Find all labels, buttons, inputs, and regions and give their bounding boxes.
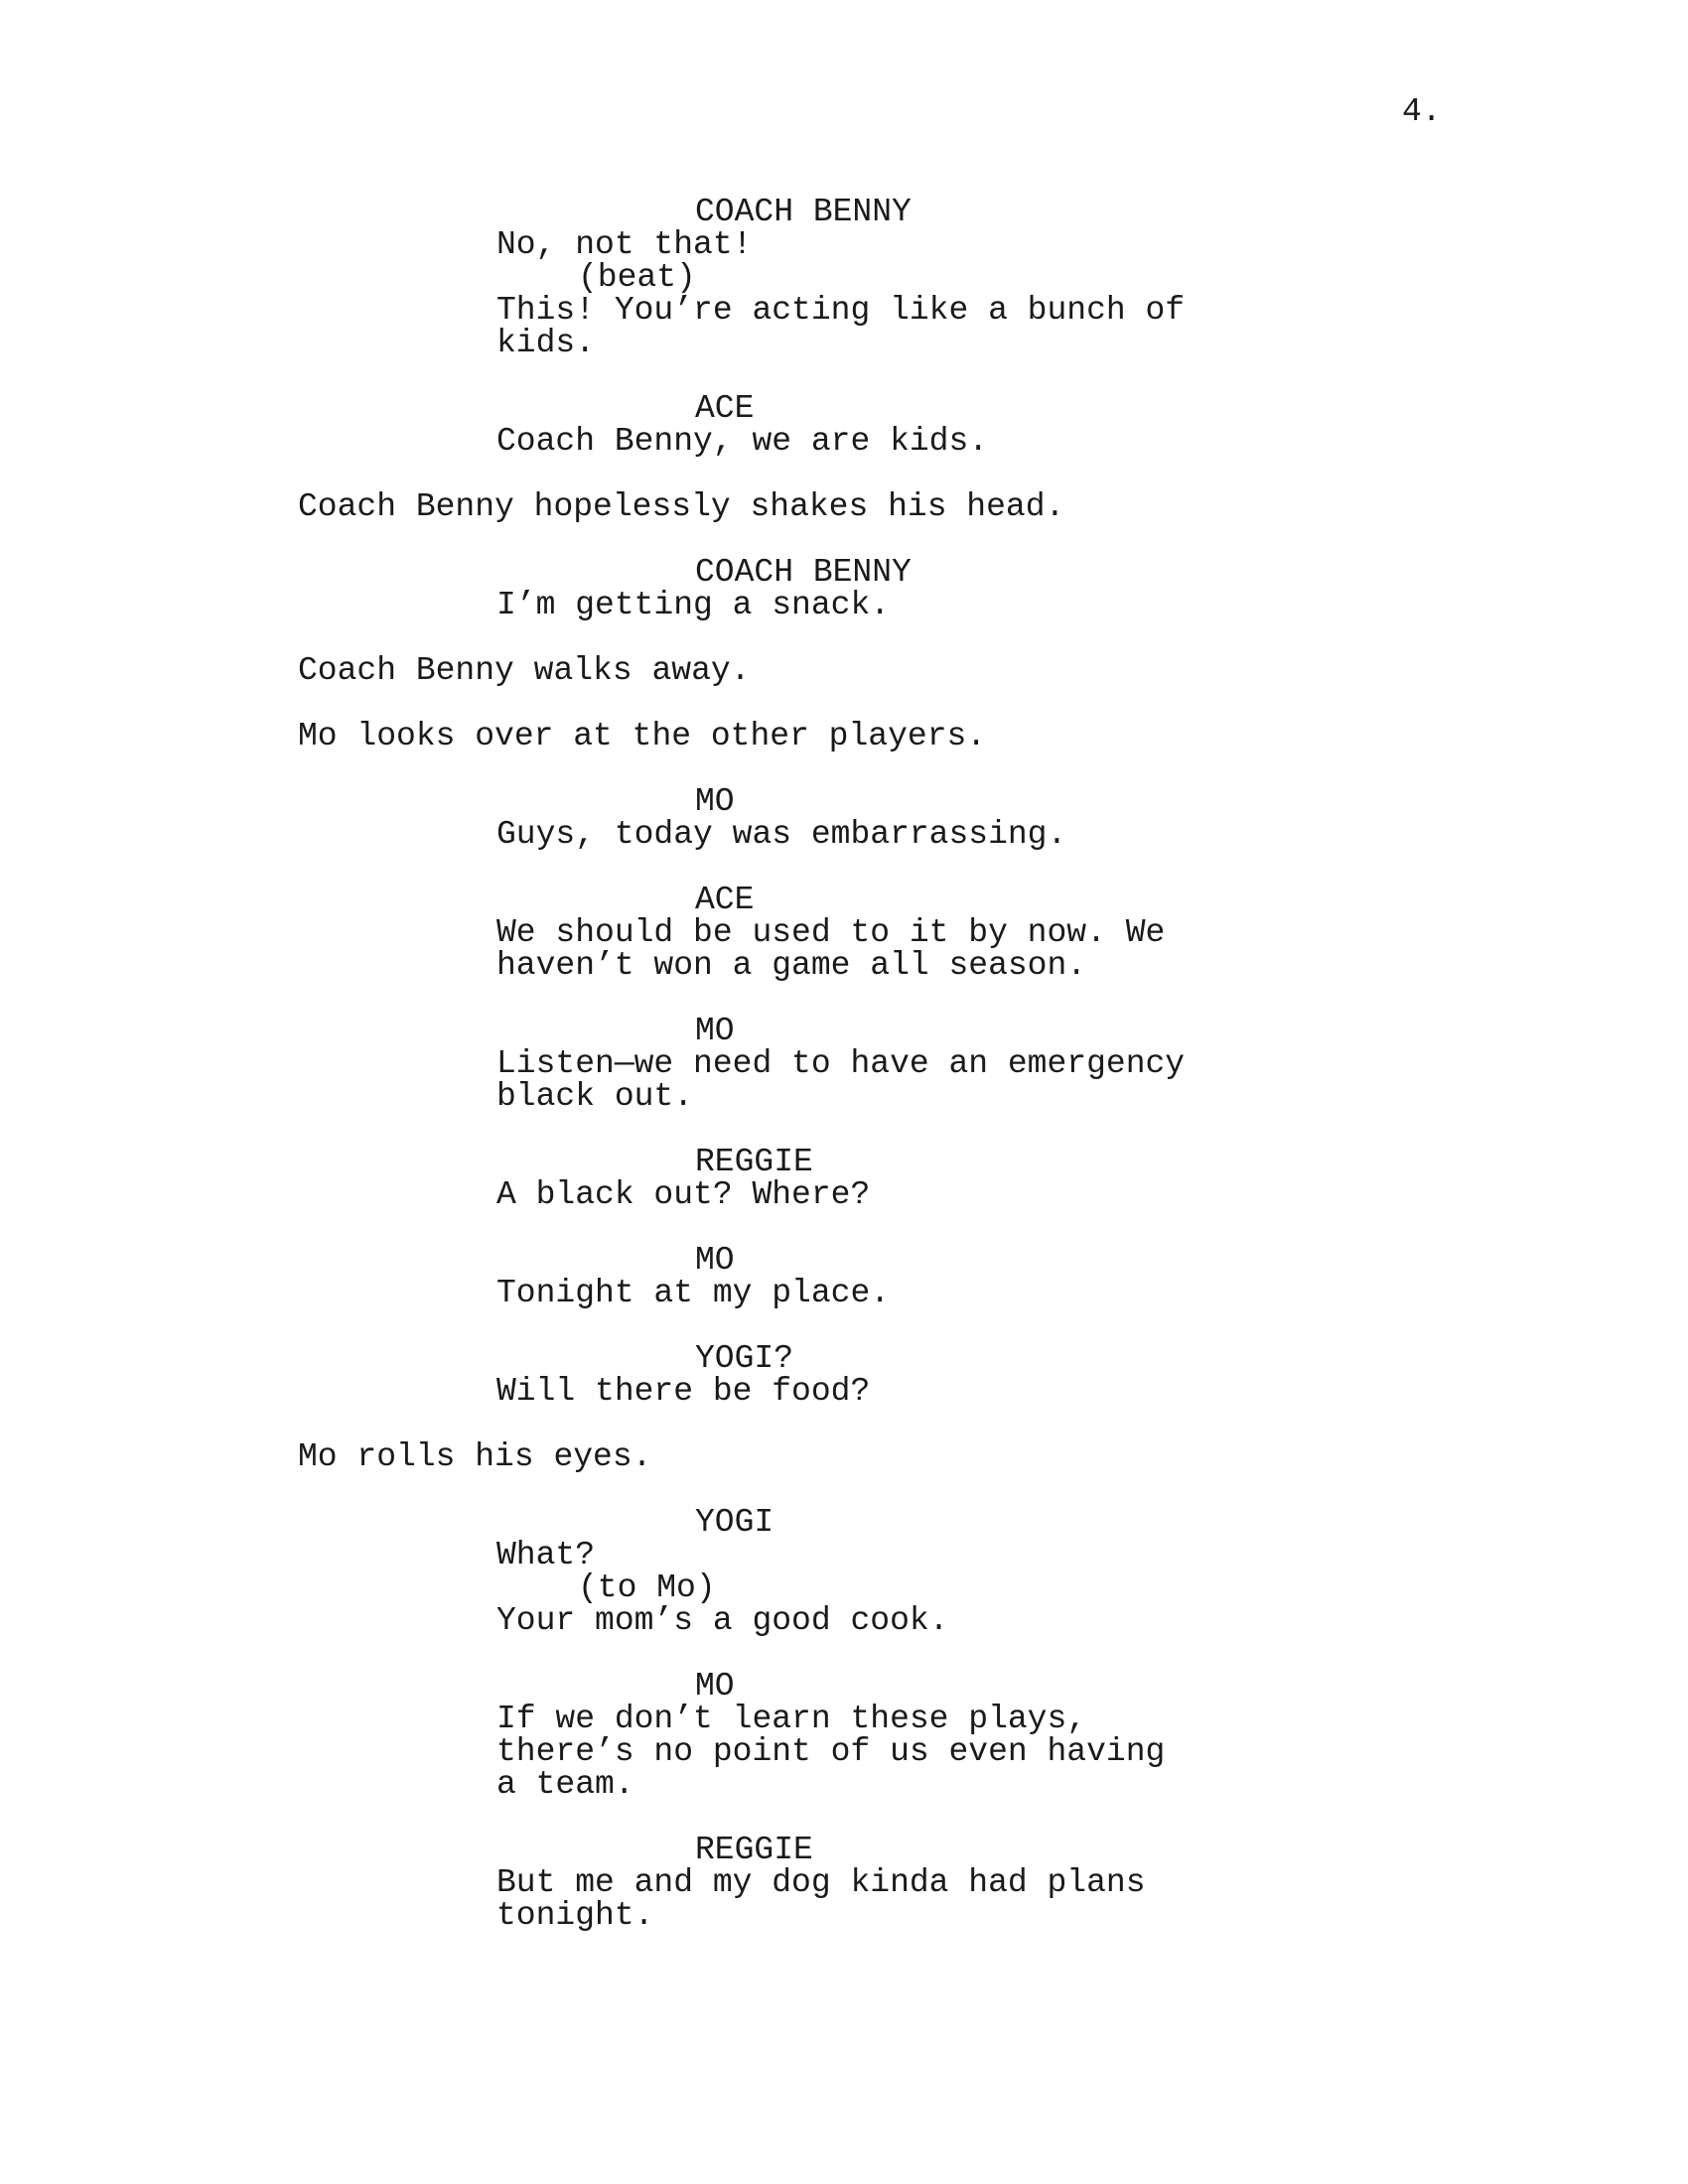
- dialogue-line: A black out? Where?: [496, 1176, 871, 1213]
- dialogue-line: haven’t won a game all season.: [496, 947, 1087, 984]
- dialogue-line: tonight.: [496, 1897, 654, 1934]
- character-cue: MO: [695, 1242, 735, 1279]
- dialogue-line: No, not that!: [496, 226, 753, 263]
- character-cue: YOGI?: [695, 1340, 794, 1377]
- dialogue-line: Tonight at my place.: [496, 1275, 891, 1311]
- dialogue-line: I’m getting a snack.: [496, 587, 891, 623]
- character-cue: ACE: [695, 390, 755, 427]
- dialogue-line: Listen—we need to have an emergency: [496, 1045, 1186, 1082]
- dialogue-line: Guys, today was embarrassing.: [496, 816, 1067, 853]
- character-cue: YOGI: [695, 1504, 774, 1541]
- action-line: Mo rolls his eyes.: [298, 1438, 652, 1475]
- page-number: 4.: [1402, 93, 1442, 130]
- parenthetical: (to Mo): [578, 1570, 716, 1606]
- dialogue-line: Your mom’s a good cook.: [496, 1602, 949, 1639]
- dialogue-line: If we don’t learn these plays,: [496, 1701, 1087, 1737]
- action-line: Coach Benny walks away.: [298, 652, 751, 689]
- dialogue-line: But me and my dog kinda had plans: [496, 1864, 1146, 1901]
- dialogue-line: Will there be food?: [496, 1373, 871, 1410]
- dialogue-line: kids.: [496, 325, 596, 361]
- dialogue-line: We should be used to it by now. We: [496, 914, 1166, 951]
- dialogue-line: This! You’re acting like a bunch of: [496, 292, 1186, 329]
- character-cue: COACH BENNY: [695, 194, 912, 230]
- dialogue-line: Coach Benny, we are kids.: [496, 423, 989, 460]
- action-line: Coach Benny hopelessly shakes his head.: [298, 488, 1065, 525]
- parenthetical: (beat): [578, 259, 696, 296]
- character-cue: COACH BENNY: [695, 554, 912, 591]
- dialogue-line: What?: [496, 1537, 596, 1573]
- character-cue: MO: [695, 783, 735, 820]
- character-cue: MO: [695, 1668, 735, 1705]
- dialogue-line: black out.: [496, 1078, 694, 1115]
- action-line: Mo looks over at the other players.: [298, 718, 987, 754]
- dialogue-line: a team.: [496, 1766, 634, 1803]
- character-cue: REGGIE: [695, 1832, 813, 1868]
- character-cue: MO: [695, 1013, 735, 1049]
- dialogue-line: there’s no point of us even having: [496, 1733, 1166, 1770]
- character-cue: REGGIE: [695, 1144, 813, 1180]
- character-cue: ACE: [695, 882, 755, 918]
